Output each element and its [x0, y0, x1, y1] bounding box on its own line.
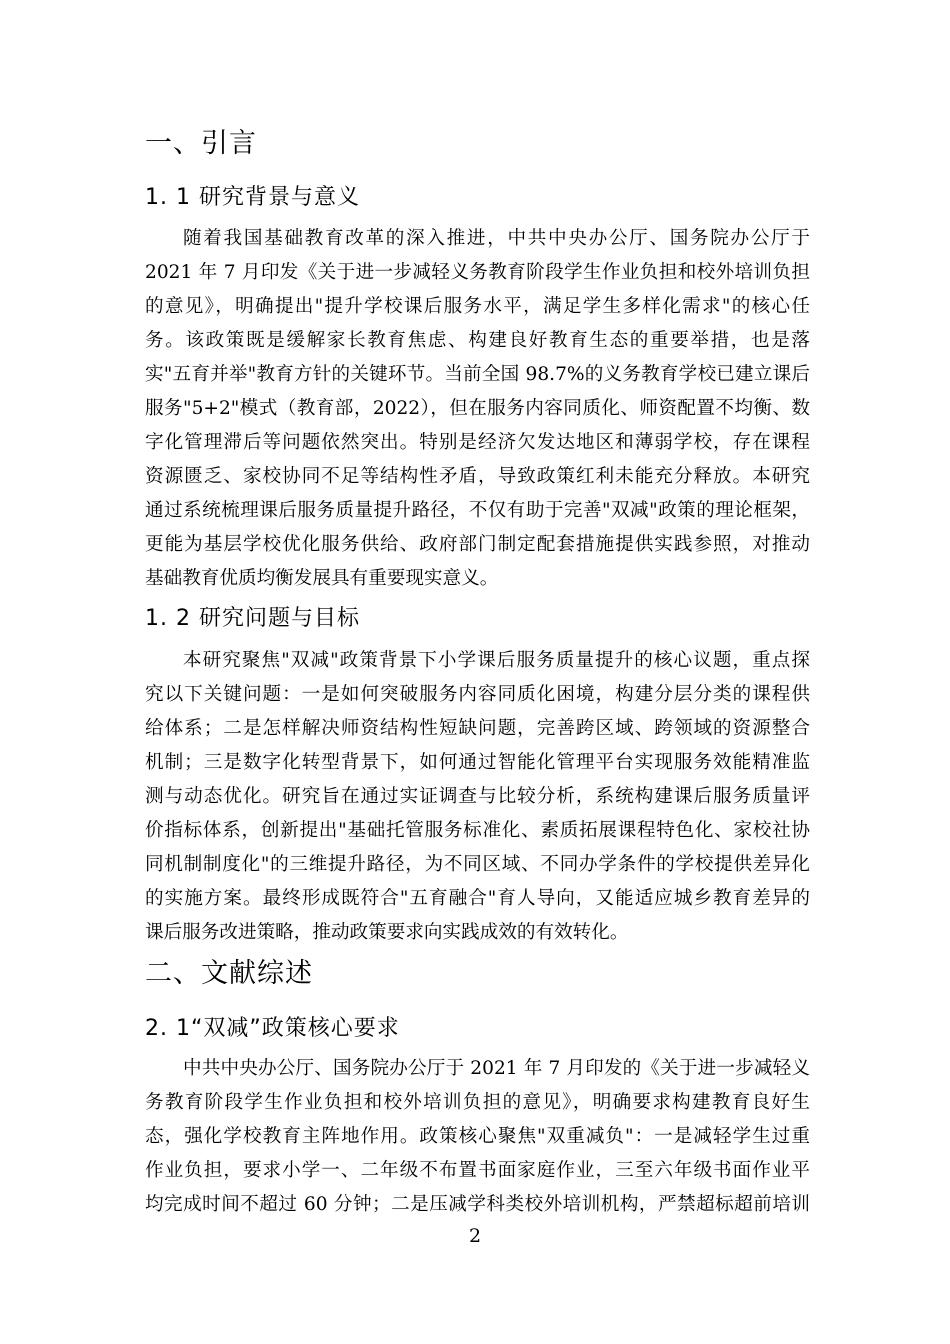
page-number: 2 — [468, 1225, 482, 1247]
paragraph-1-2 — [145, 644, 810, 950]
section-heading-2-1: 2. 1“双减”政策核心要求 — [145, 1016, 400, 1041]
chapter-heading-literature-review: 二、文献综述 — [145, 958, 313, 989]
paragraph-line: 服务"5+2"模式（教育部，2022），但在服务内容同质化、师资配置不均衡、数 — [145, 398, 810, 419]
paragraph-line: 实"五育并举"教育方针的关键环节。当前全国 98.7%的义务教育学校已建立课后 — [145, 364, 810, 385]
paragraph-line: 测与动态优化。研究旨在通过实证调查与比较分析，系统构建课后服务质量评 — [145, 786, 810, 807]
paragraph-line: 课后服务改进策略，推动政策要求向实践成效的有效转化。 — [145, 922, 629, 943]
paragraph-line: 通过系统梳理课后服务质量提升路径，不仅有助于完善"双减"政策的理论框架， — [145, 500, 810, 521]
paragraph-line: 更能为基层学校优化服务供给、政府部门制定配套措施提供实践参照，对推动 — [145, 534, 810, 555]
paragraph-line: 给体系；二是怎样解决师资结构性短缺问题，完善跨区域、跨领域的资源整合 — [145, 718, 810, 739]
paragraph-line: 中共中央办公厅、国务院办公厅于 2021 年 7 月印发的《关于进一步减轻义 — [183, 1058, 810, 1079]
paragraph-line: 本研究聚焦"双减"政策背景下小学课后服务质量提升的核心议题，重点探 — [183, 650, 810, 671]
paragraph-line: 究以下关键问题：一是如何突破服务内容同质化困境，构建分层分类的课程供 — [145, 684, 810, 705]
paragraph-line: 作业负担，要求小学一、二年级不布置书面家庭作业，三至六年级书面作业平 — [145, 1160, 810, 1181]
paragraph-line: 机制；三是数字化转型背景下，如何通过智能化管理平台实现服务效能精准监 — [145, 752, 810, 773]
paragraph-line: 同机制制度化"的三维提升路径，为不同区域、不同办学条件的学校提供差异化 — [145, 854, 810, 875]
paragraph-line: 务。该政策既是缓解家长教育焦虑、构建良好教育生态的重要举措，也是落 — [145, 330, 810, 351]
paragraph-line: 均完成时间不超过 60 分钟；二是压减学科类校外培训机构，严禁超标超前培训 — [145, 1194, 810, 1215]
paragraph-line: 资源匮乏、家校协同不足等结构性矛盾，导致政策红利未能充分释放。本研究 — [145, 466, 810, 487]
paragraph-line: 2021 年 7 月印发《关于进一步减轻义务教育阶段学生作业负担和校外培训负担 — [145, 262, 810, 283]
paragraph-line: 价指标体系，创新提出"基础托管服务标准化、素质拓展课程特色化、家校社协 — [145, 820, 810, 841]
paragraph-line: 务教育阶段学生作业负担和校外培训负担的意见》，明确要求构建教育良好生 — [145, 1092, 810, 1113]
paragraph-line: 随着我国基础教育改革的深入推进，中共中央办公厅、国务院办公厅于 — [183, 228, 810, 249]
section-heading-1-2: 1. 2 研究问题与目标 — [145, 606, 360, 631]
paragraph-line: 态，强化学校教育主阵地作用。政策核心聚焦"双重减负"：一是减轻学生过重 — [145, 1126, 810, 1147]
paragraph-line: 的意见》，明确提出"提升学校课后服务水平，满足学生多样化需求"的核心任 — [145, 296, 810, 317]
paragraph-line: 的实施方案。最终形成既符合"五育融合"育人导向，又能适应城乡教育差异的 — [145, 888, 810, 909]
paragraph-2-1 — [145, 1052, 810, 1222]
paragraph-line: 字化管理滞后等问题依然突出。特别是经济欠发达地区和薄弱学校，存在课程 — [145, 432, 810, 453]
chapter-heading-introduction: 一、引言 — [145, 128, 257, 159]
section-heading-1-1: 1. 1 研究背景与意义 — [145, 185, 360, 210]
paragraph-1-1 — [145, 222, 810, 596]
paragraph-line: 基础教育优质均衡发展具有重要现实意义。 — [145, 568, 499, 589]
